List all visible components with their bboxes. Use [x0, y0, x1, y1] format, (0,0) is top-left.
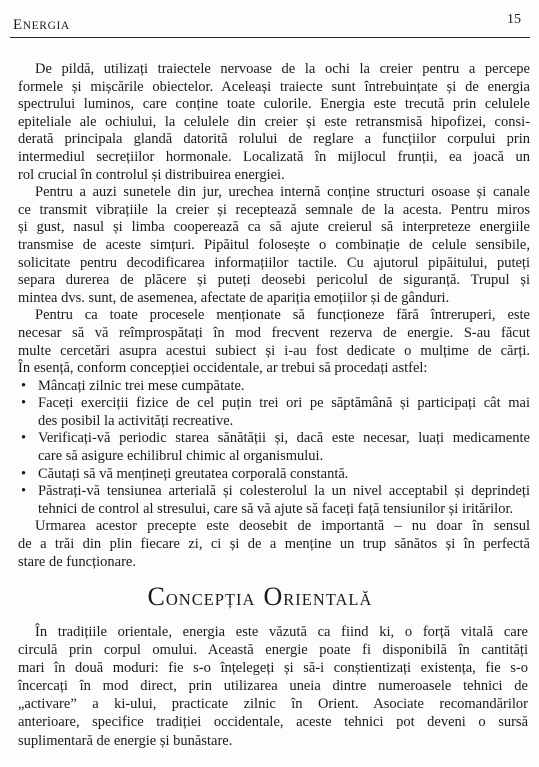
- paragraph: [18, 61, 530, 184]
- text-line: care să asigure echilibrul chimic al organismului.: [38, 448, 324, 465]
- text-line: intermediul secrețiilor hormonale. Localizată în mijlocul frunții, ea joacă un: [18, 148, 530, 165]
- text-line: de a trăi din plin fiecare zi, ci și de a menține un trup sănătos și în perfectă: [18, 536, 530, 553]
- text-line: solicitate pentru decodificarea informațiilor tactile. Cu ajutorul pipăitului, puteți: [18, 254, 530, 271]
- text-line: și gust, nasul și limba cooperează ca să ajute creierul să interpreteze energiile: [18, 219, 530, 236]
- bullet-marker: •: [21, 430, 27, 447]
- bullet-item: [18, 395, 530, 430]
- heading-word: ORIENTALĂ: [263, 582, 373, 611]
- text-line: des posibil la activități recreative.: [38, 412, 234, 429]
- text-line: tehnici de control al stresului, care să vă ajute să faceți față tensiunilor și iritărilor.: [38, 500, 514, 517]
- text-line: În tradițiile orientale, energia este văzută ca fiind ki, o forță vitală care: [35, 624, 528, 640]
- text-line: Verificați-vă periodic starea sănătății și, dacă este necesar, luați medicamente: [38, 430, 530, 447]
- text-line: De pildă, utilizați traiectele nervoase de la ochi la creier pentru a percepe: [35, 61, 530, 77]
- section-heading: [10, 579, 510, 615]
- text-line: încercați în mod direct, prin utilizarea uneia dintre numeroasele tehnici de: [18, 678, 528, 695]
- text-line: epiteliale ale ochiului, la celulele din creier și este retransmisă hipofizei, consi-: [18, 113, 530, 130]
- paragraph: [18, 184, 530, 307]
- main-text: [18, 61, 530, 571]
- text-line: transmise de aceste simțuri. Pipăitul folosește o combinație de celule sensibile,: [18, 236, 530, 253]
- text-line: ce transmit vibrațiile la creier și receptează semnale de la acesta. Pentru miros: [18, 201, 530, 218]
- text-line: stare de funcționare.: [18, 553, 136, 570]
- text-line: circulă prin corpul omului. Această energie poate fi disponibilă în cantități: [18, 642, 528, 659]
- text-line: necesar să vă reîmprospătați în mod frecvent rezerva de energie. S-au făcut: [18, 324, 530, 341]
- bullet-item: [18, 430, 530, 465]
- text-line: Căutați să vă mențineți greutatea corporală constantă.: [38, 465, 349, 482]
- text-line: anterioare, specifice tradiției occidentale, aceste tehnici pot deveni o sursă: [18, 714, 528, 731]
- text-line: mari în două moduri: fie s-o înțelegeți și să-i conștientizați existența, fie s-o: [18, 660, 528, 677]
- text-line: rol crucial în controlul și distribuirea energiei.: [18, 166, 285, 183]
- bullet-marker: •: [21, 377, 27, 394]
- text-line: Pentru ca toate procesele menționate să funcționeze fără întreruperi, este: [35, 307, 530, 324]
- text-line: Mâncați zilnic trei mese cumpătate.: [38, 377, 245, 394]
- text-line: multe cercetări asupra acestui subiect și i-au fost dedicate o mulțime de cărți.: [18, 342, 530, 359]
- bullet-marker: •: [21, 483, 27, 500]
- text-line: Pentru a auzi sunetele din jur, urechea internă conține structuri osoase și canale: [35, 184, 530, 201]
- running-title: ENERGIA: [13, 17, 70, 33]
- text-line: formele și mișcările obiectelor. Aceleași traiecte sunt întrebuințate și de energia: [18, 78, 530, 95]
- bullet-marker: •: [21, 465, 27, 482]
- heading-word: CONCEPȚIA: [147, 582, 256, 611]
- page-number: 15: [507, 12, 521, 27]
- bullet-item: [18, 378, 530, 396]
- section-text: [18, 623, 528, 750]
- text-line: În esență, conform concepției occidentale, ar trebui să procedați astfel:: [18, 360, 428, 377]
- running-header: [10, 10, 530, 38]
- text-line: suplimentară de energie și bunăstare.: [18, 732, 233, 749]
- paragraph: [18, 623, 528, 750]
- bullet-item: [18, 466, 530, 484]
- text-line: Urmarea acestor precepte este deosebit de importantă – nu doar în sensul: [35, 518, 530, 535]
- text-line: Faceți exerciții fizice de cel puțin trei ori pe săptămână și participați cât mai: [38, 395, 530, 412]
- paragraph: [18, 518, 530, 571]
- text-line: separa durerea de plăcere și puteți deosebi pericolul de siguranță. Trupul și: [18, 272, 530, 289]
- bullet-item: [18, 483, 530, 518]
- paragraph: [18, 307, 530, 377]
- text-line: mintea dvs. sunt, de asemenea, afectate de apariția emoțiilor și de gânduri.: [18, 289, 450, 306]
- text-line: derată principala glandă datorită rolului de reglare a funcțiilor corpului prin: [18, 131, 530, 148]
- text-line: „activare” a ki-ului, practicate zilnic în Orient. Asociate recomandărilor: [18, 696, 528, 713]
- text-line: Păstrați-vă tensiunea arterială și colesterolul la un nivel acceptabil și deprindeți: [38, 483, 530, 500]
- bullet-marker: •: [21, 395, 27, 412]
- text-line: spectrului luminos, care conține toate culorile. Energia este trecută prin celulele: [18, 96, 530, 113]
